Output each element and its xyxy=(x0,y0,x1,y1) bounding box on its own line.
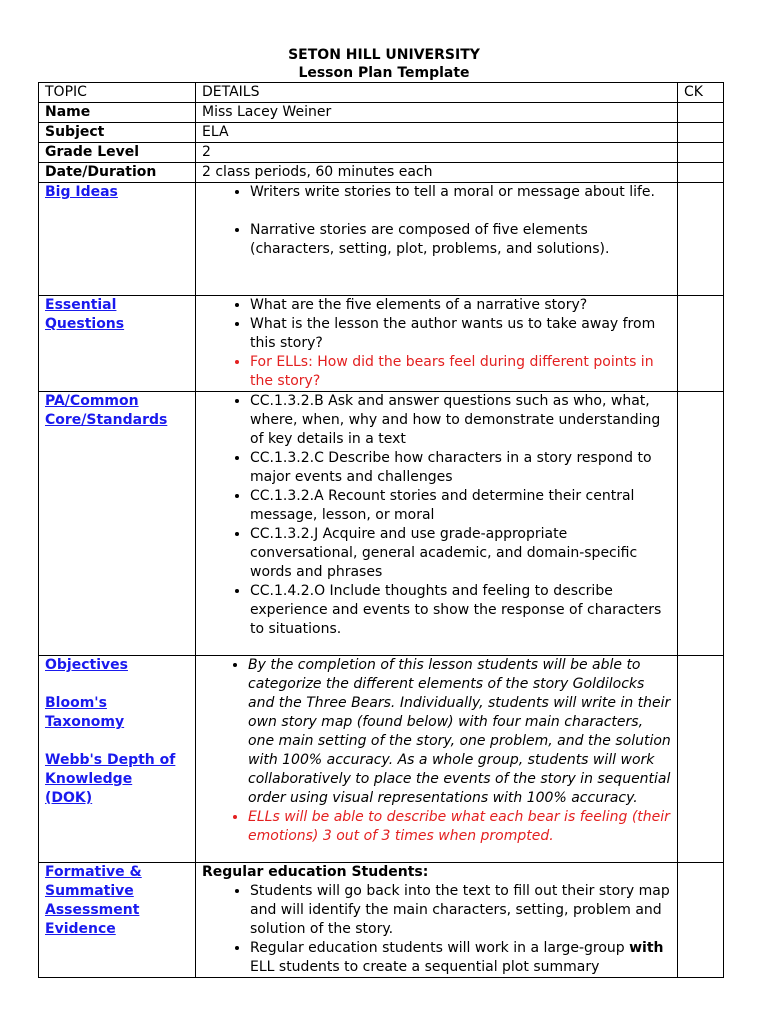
standards-cell xyxy=(39,392,196,656)
grade-value: 2 xyxy=(196,143,678,163)
date-value: 2 class periods, 60 minutes each xyxy=(196,163,678,183)
table-row-big-ideas xyxy=(39,183,724,296)
list-item: • CC.1.3.2.B Ask and answer questions such as who, what, where, when, why and how to demonstrate understanding of key details in a text xyxy=(250,392,673,449)
essential-questions-link[interactable]: Essential Questions xyxy=(45,297,125,332)
list-item: • What is the lesson the author wants us to take away from this story? xyxy=(250,315,673,353)
objectives-cell xyxy=(39,656,196,863)
list-item: • CC.1.4.2.O Include thoughts and feeling to describe experience and events to show the response of characters to situations. xyxy=(250,582,673,639)
essential-ck xyxy=(678,296,724,392)
assessment-heading: Regular education Students: xyxy=(202,864,429,880)
list-item: • Narrative stories are composed of five elements (characters, setting, plot, problems, and solutions). xyxy=(250,221,673,259)
essential-details xyxy=(196,296,678,392)
big-ideas-details xyxy=(196,183,678,296)
list-item: • CC.1.3.2.A Recount stories and determine their central message, lesson, or moral xyxy=(250,487,673,525)
assessment-list xyxy=(202,882,673,977)
list-item: • CC.1.3.2.C Describe how characters in a story respond to major events and challenges xyxy=(250,449,673,487)
list-item: • Regular education students will work in a large-group with ELL students to create a sequential plot summary xyxy=(250,939,673,977)
name-value: Miss Lacey Weiner xyxy=(196,103,678,123)
name-label: Name xyxy=(39,103,196,123)
essential-list xyxy=(202,296,673,391)
table-row-essential xyxy=(39,296,724,392)
assessment-cell xyxy=(39,863,196,978)
list-item-ell: • ELLs will be able to describe what each bear is feeling (their emotions) 3 out of 3 times when prompted. xyxy=(248,808,673,846)
grade-ck xyxy=(678,143,724,163)
table-row-standards xyxy=(39,392,724,656)
table-row-grade xyxy=(39,143,724,163)
big-ideas-cell xyxy=(39,183,196,296)
university-title: SETON HILL UNIVERSITY xyxy=(288,47,480,63)
subject-value: ELA xyxy=(196,123,678,143)
table-row-name xyxy=(39,103,724,123)
col-topic-header: TOPIC xyxy=(39,83,196,103)
assessment-ck xyxy=(678,863,724,978)
list-item: • Writers write stories to tell a moral or message about life. xyxy=(250,183,673,202)
table-row-date xyxy=(39,163,724,183)
objectives-link[interactable]: Objectives xyxy=(45,657,128,673)
blooms-taxonomy-link[interactable]: Bloom's Taxonomy xyxy=(45,695,125,730)
col-details-header: DETAILS xyxy=(196,83,678,103)
standards-details xyxy=(196,392,678,656)
subject-label: Subject xyxy=(39,123,196,143)
big-ideas-list-2 xyxy=(202,221,673,259)
standards-link[interactable]: PA/Common Core/Standards xyxy=(45,393,168,428)
objectives-details xyxy=(196,656,678,863)
grade-label: Grade Level xyxy=(39,143,196,163)
list-item: • By the completion of this lesson students will be able to categorize the different elements of the story Goldilocks and the Three Bears. Individually, students will write in their own story map (found below) with four main characters, one main setting of the story, one problem, and the solution with 100% accuracy. As a whole group, students will work collaboratively to place the events of the story in sequential order using visual representations with 100% accuracy. xyxy=(248,656,673,808)
list-item: • CC.1.3.2.J Acquire and use grade-appropriate conversational, general academic, and domain-specific words and phrases xyxy=(250,525,673,582)
list-item-ell: • For ELLs: How did the bears feel during different points in the story? xyxy=(250,353,673,391)
col-ck-header: CK xyxy=(678,83,724,103)
big-ideas-list xyxy=(202,183,673,202)
big-ideas-link[interactable]: Big Ideas xyxy=(45,184,118,200)
table-row-subject xyxy=(39,123,724,143)
list-item: • What are the five elements of a narrative story? xyxy=(250,296,673,315)
objectives-ck xyxy=(678,656,724,863)
list-item: • Students will go back into the text to fill out their story map and will identify the main characters, setting, problem and solution of the story. xyxy=(250,882,673,939)
big-ideas-ck xyxy=(678,183,724,296)
date-label: Date/Duration xyxy=(39,163,196,183)
webbs-dok-link[interactable]: Webb's Depth of Knowledge (DOK) xyxy=(45,752,176,806)
assessment-evidence-link[interactable]: Formative & Summative Assessment Evidence xyxy=(45,864,142,937)
assessment-details xyxy=(196,863,678,978)
standards-ck xyxy=(678,392,724,656)
document-title: Lesson Plan Template xyxy=(298,65,470,81)
table-row-assessment xyxy=(39,863,724,978)
essential-cell xyxy=(39,296,196,392)
name-ck xyxy=(678,103,724,123)
objectives-list xyxy=(202,656,673,846)
date-ck xyxy=(678,163,724,183)
lesson-plan-table xyxy=(38,82,724,978)
table-row-objectives xyxy=(39,656,724,863)
subject-ck xyxy=(678,123,724,143)
table-header-row xyxy=(39,83,724,103)
standards-list xyxy=(202,392,673,639)
